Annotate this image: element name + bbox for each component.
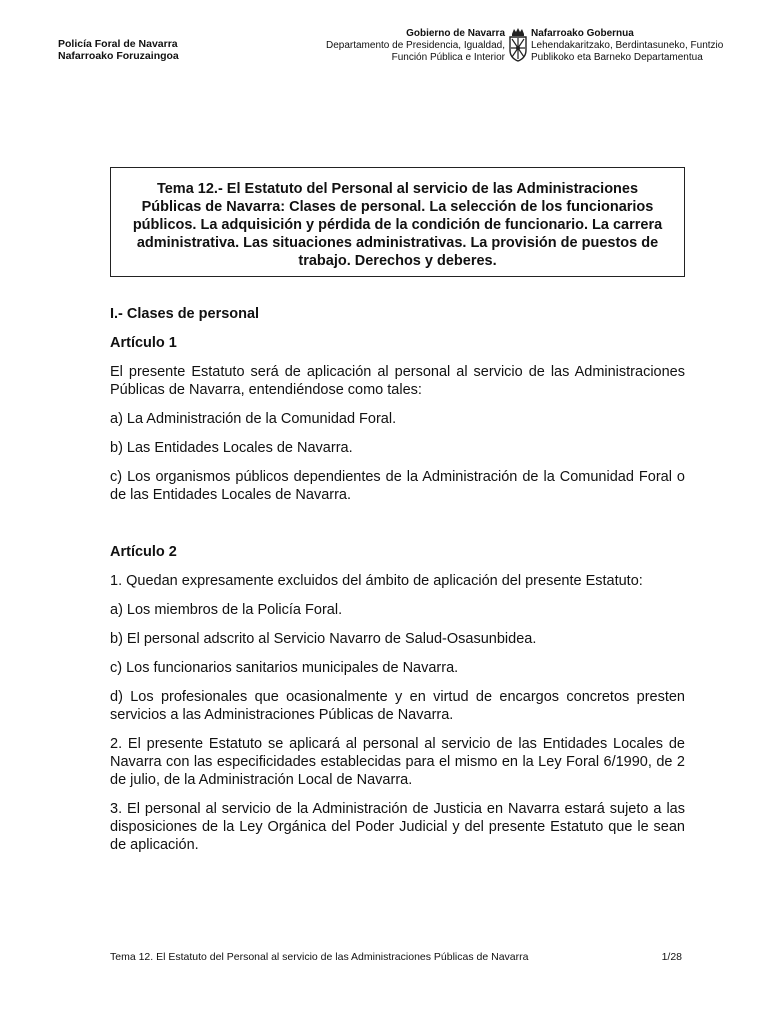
section-heading: I.- Clases de personal	[110, 306, 260, 322]
article-1-item-c: c) Los organismos públicos dependientes de la Administración de la Comunidad Foral o de las Entidades Locales de Navarra.	[110, 469, 685, 503]
header-basque-block	[531, 28, 741, 64]
footer-title: Tema 12. El Estatuto del Personal al servicio de las Administraciones Públicas de Navarra	[110, 951, 529, 963]
dept-line1-eu: Lehendakaritzako, Berdintasuneko, Funtzio	[531, 40, 724, 51]
gov-name-eu: Nafarroako Gobernua	[531, 28, 634, 39]
article-2-item-b: b) El personal adscrito al Servicio Navarro de Salud-Osasunbidea.	[110, 631, 537, 647]
document-body	[110, 305, 685, 865]
article-1-item-a: a) La Administración de la Comunidad Foral.	[110, 411, 397, 427]
header-left	[58, 38, 179, 62]
article-2-item-c: c) Los funcionarios sanitarios municipales de Navarra.	[110, 660, 459, 676]
page-number: 1/28	[661, 951, 682, 963]
header-spanish-block	[300, 28, 505, 64]
article-1-paragraph: El presente Estatuto será de aplicación al personal al servicio de las Administraciones Públicas de Navarra, entendiéndose como tales:	[110, 364, 685, 398]
article-2-heading: Artículo 2	[110, 544, 177, 560]
article-2-item-a: a) Los miembros de la Policía Foral.	[110, 602, 343, 618]
article-2-paragraph-1: 1. Quedan expresamente excluidos del ámbito de aplicación del presente Estatuto:	[110, 573, 643, 589]
article-2-paragraph-2: 2. El presente Estatuto se aplicará al personal al servicio de las Entidades Locales de Navarra con las especificidades establecidas para el mismo en la Ley Foral 6/1990, de 2 de julio, de la Administración Local de Navarra.	[110, 736, 685, 788]
article-1-item-b: b) Las Entidades Locales de Navarra.	[110, 440, 353, 456]
article-2-paragraph-3: 3. El personal al servicio de la Administración de Justicia en Navarra estará sujeto a las disposiciones de la Ley Orgánica del Poder Judicial y del presente Estatuto que le sean de aplicación.	[110, 801, 685, 853]
org-name-eu: Nafarroako Foruzaingoa	[58, 50, 179, 62]
navarra-crest-icon	[507, 28, 529, 62]
topic-title-box: Tema 12.- El Estatuto del Personal al servicio de las Administraciones Públicas de Navarra: Clases de personal. La selección de los funcionarios públicos. La adquisición y pérdida de la condición de funcionario. La carrera administrativa. Las situaciones administrativas. La provisión de puestos de trabajo. Derechos y deberes.	[110, 167, 685, 277]
article-1-heading: Artículo 1	[110, 335, 177, 351]
dept-line1-es: Departamento de Presidencia, Igualdad,	[325, 40, 505, 51]
org-name-es: Policía Foral de Navarra	[58, 38, 178, 50]
dept-line2-es: Función Pública e Interior	[391, 52, 505, 63]
dept-line2-eu: Publikoko eta Barneko Departamentua	[531, 52, 703, 63]
header-right	[300, 28, 740, 70]
article-2-item-d: d) Los profesionales que ocasionalmente y en virtud de encargos concretos presten servicios a las Administraciones Públicas de Navarra.	[110, 689, 685, 723]
gov-name-es: Gobierno de Navarra	[406, 28, 505, 39]
